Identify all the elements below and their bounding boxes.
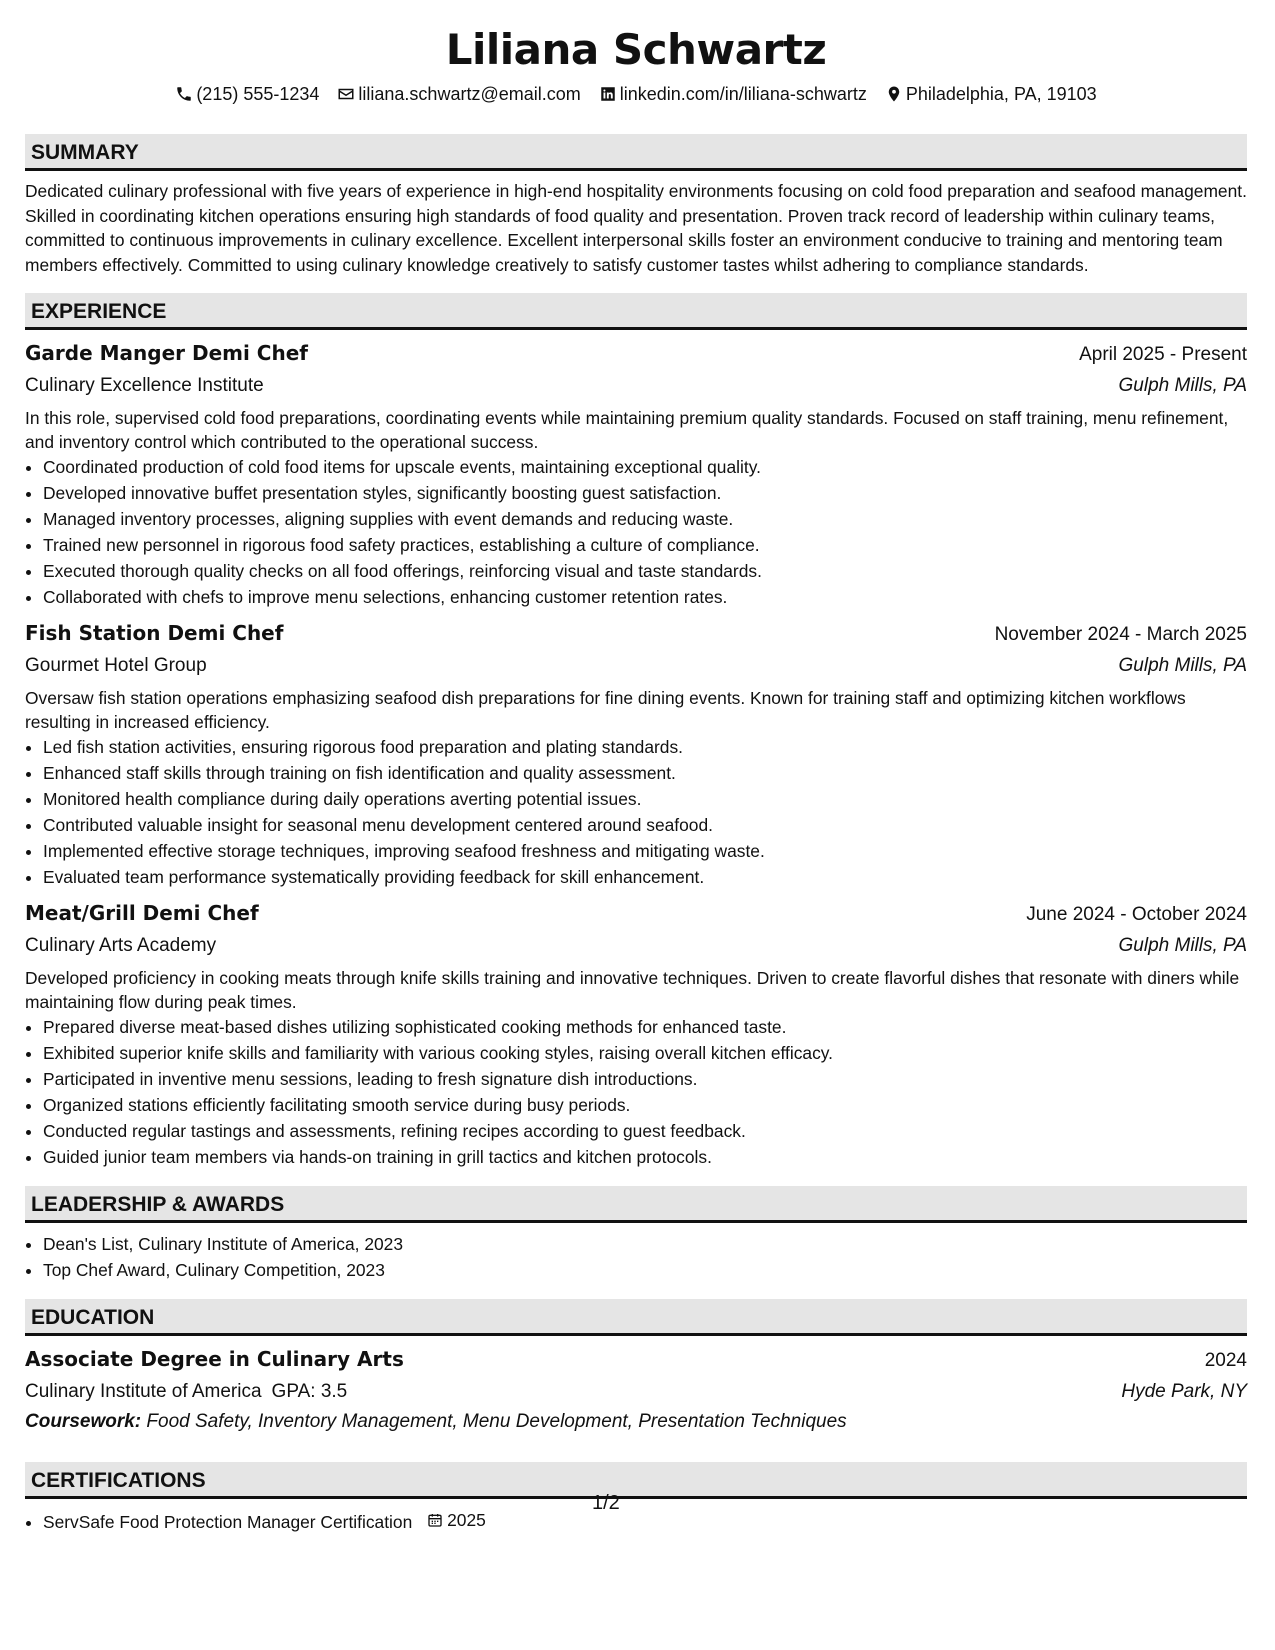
job-title: Meat/Grill Demi Chef	[25, 901, 259, 925]
list-item: • Coordinated production of cold food items for upscale events, maintaining exceptional quality.	[43, 454, 1247, 480]
contact-location	[885, 84, 1097, 105]
list-item: • Monitored health compliance during daily operations averting potential issues.	[43, 786, 1247, 812]
contact-phone[interactable]	[175, 84, 319, 105]
calendar-icon	[427, 1512, 443, 1528]
list-item: • Trained new personnel in rigorous food safety practices, establishing a culture of compliance.	[43, 532, 1247, 558]
list-item	[43, 1507, 1247, 1535]
job-entry	[25, 338, 1247, 610]
list-item: • Dean's List, Culinary Institute of America, 2023	[43, 1231, 1247, 1257]
certification-name: ServSafe Food Protection Manager Certification	[43, 1512, 413, 1532]
job-location: Gulph Mills, PA	[1118, 935, 1247, 956]
job-company: Culinary Arts Academy	[25, 935, 217, 956]
list-item: • Managed inventory processes, aligning supplies with event demands and reducing waste.	[43, 506, 1247, 532]
coursework	[25, 1408, 1247, 1436]
school-name: Culinary Institute of America	[25, 1381, 262, 1402]
degree-title: Associate Degree in Culinary Arts	[25, 1347, 404, 1371]
coursework-label: Coursework:	[25, 1411, 142, 1432]
list-item: • Developed innovative buffet presentation styles, significantly boosting guest satisfaction.	[43, 480, 1247, 506]
list-item: • Evaluated team performance systematically providing feedback for skill enhancement.	[43, 864, 1247, 890]
phone-icon	[175, 85, 193, 103]
job-bullets	[25, 1014, 1247, 1170]
education-header: EDUCATION	[25, 1299, 1247, 1336]
job-description: In this role, supervised cold food preparations, coordinating events while maintaining premium quality standards. Focused on staff training, menu refinement, and inventory control which contributed to the operational success.	[25, 408, 1229, 452]
list-item: • Top Chef Award, Culinary Competition, 2023	[43, 1257, 1247, 1283]
awards-list	[25, 1231, 1247, 1283]
job-location: Gulph Mills, PA	[1118, 375, 1247, 396]
linkedin-icon	[599, 85, 617, 103]
experience-header: EXPERIENCE	[25, 293, 1247, 330]
envelope-icon	[337, 85, 355, 103]
map-pin-icon	[885, 85, 903, 103]
list-item: • Collaborated with chefs to improve menu selections, enhancing customer retention rates.	[43, 584, 1247, 610]
list-item: • Enhanced staff skills through training on fish identification and quality assessment.	[43, 760, 1247, 786]
contact-email[interactable]	[337, 84, 580, 105]
awards-header: LEADERSHIP & AWARDS	[25, 1186, 1247, 1223]
gpa: GPA: 3.5	[271, 1381, 348, 1402]
list-item: • Guided junior team members via hands-on training in grill tactics and kitchen protocols.	[43, 1144, 1247, 1170]
education-entry	[25, 1344, 1247, 1436]
job-dates: November 2024 - March 2025	[994, 624, 1247, 645]
list-item: • Implemented effective storage techniques, improving seafood freshness and mitigating waste.	[43, 838, 1247, 864]
page-number: 1/2	[592, 1492, 620, 1514]
contact-bar	[25, 80, 1247, 108]
resume-page	[25, 0, 1247, 1535]
location-text: Philadelphia, PA, 19103	[905, 83, 1097, 104]
linkedin-text: linkedin.com/in/liliana-schwartz	[619, 83, 867, 104]
summary-text: Dedicated culinary professional with five years of experience in high-end hospitality environments focusing on cold food preparation and seafood management. Skilled in coordinating kitchen operations ensuring high standards of food quality and presentation. Proven track record of leadership within culinary teams, committed to continuous improvements in culinary excellence. Excellent interpersonal skills foster an environment conducive to training and mentoring team members effectively. Committed to using culinary knowledge creatively to satisfy customer tastes whilst adhering to compliance standards.	[25, 181, 1247, 275]
list-item: • Organized stations efficiently facilitating smooth service during busy periods.	[43, 1092, 1247, 1118]
school-line	[25, 1376, 347, 1408]
list-item: • Participated in inventive menu sessions, leading to fresh signature dish introductions.	[43, 1066, 1247, 1092]
list-item: • Executed thorough quality checks on all food offerings, reinforcing visual and taste standards.	[43, 558, 1247, 584]
job-description: Developed proficiency in cooking meats through knife skills training and innovative techniques. Driven to create flavorful dishes that resonate with diners while maintaining flow during peak times.	[25, 968, 1240, 1012]
certifications-list	[25, 1507, 1247, 1535]
job-company: Gourmet Hotel Group	[25, 655, 207, 676]
graduation-year: 2024	[1204, 1350, 1247, 1371]
job-dates: June 2024 - October 2024	[1026, 904, 1247, 925]
job-entry	[25, 898, 1247, 1170]
list-item: • Conducted regular tastings and assessments, refining recipes according to guest feedback.	[43, 1118, 1247, 1144]
phone-text: (215) 555-1234	[196, 83, 320, 104]
certification-date	[427, 1507, 486, 1533]
job-bullets	[25, 734, 1247, 890]
candidate-name: Liliana Schwartz	[445, 25, 827, 74]
job-bullets	[25, 454, 1247, 610]
certifications-header: CERTIFICATIONS	[25, 1462, 1247, 1499]
job-title: Fish Station Demi Chef	[25, 621, 284, 645]
school-location: Hyde Park, NY	[1121, 1381, 1247, 1402]
job-entry	[25, 618, 1247, 890]
job-company: Culinary Excellence Institute	[25, 375, 264, 396]
list-item: • Contributed valuable insight for seasonal menu development centered around seafood.	[43, 812, 1247, 838]
email-text: liliana.schwartz@email.com	[358, 83, 581, 104]
list-item: • Prepared diverse meat-based dishes utilizing sophisticated cooking methods for enhanced taste.	[43, 1014, 1247, 1040]
list-item: • Exhibited superior knife skills and familiarity with various cooking styles, raising overall kitchen efficacy.	[43, 1040, 1247, 1066]
job-location: Gulph Mills, PA	[1118, 655, 1247, 676]
contact-linkedin[interactable]	[599, 84, 867, 105]
certification-year: 2025	[447, 1510, 486, 1530]
job-dates: April 2025 - Present	[1079, 344, 1247, 365]
summary-header: SUMMARY	[25, 134, 1247, 171]
job-description: Oversaw fish station operations emphasizing seafood dish preparations for fine dining events. Known for training staff and optimizing kitchen workflows resulting in increased efficiency.	[25, 688, 1186, 732]
list-item: • Led fish station activities, ensuring rigorous food preparation and plating standards.	[43, 734, 1247, 760]
job-title: Garde Manger Demi Chef	[25, 341, 308, 365]
coursework-list: Food Safety, Inventory Management, Menu Development, Presentation Techniques	[141, 1411, 847, 1432]
